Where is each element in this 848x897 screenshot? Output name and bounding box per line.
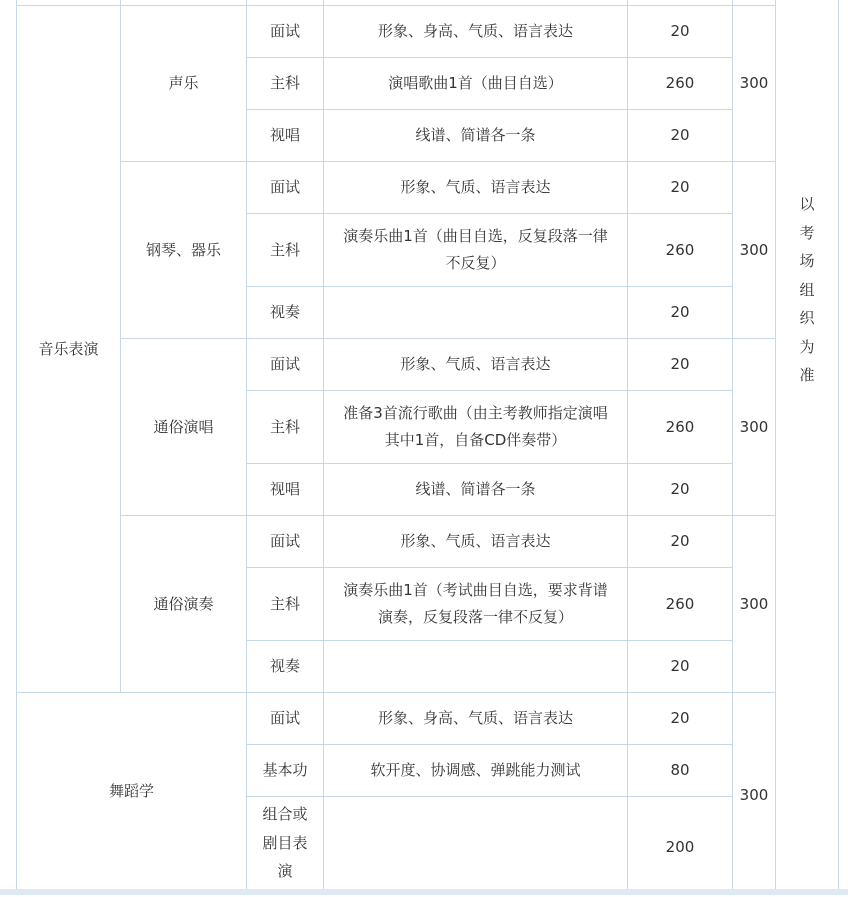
content-line: 演奏乐曲1首（曲目自选，反复段落一律: [343, 227, 608, 245]
score-cell: 80: [670, 761, 690, 779]
content-cell: 演唱歌曲1首（曲目自选）: [388, 74, 563, 92]
score-cell: 20: [670, 355, 690, 373]
content-cell: 形象、身高、气质、语言表达: [377, 709, 573, 727]
subject-line: 组合或: [262, 805, 308, 824]
score-cell: 260: [665, 594, 695, 613]
content-line: 演奏乐曲1首（考试曲目自选，要求背谱: [343, 581, 608, 599]
content-cell: 形象、气质、语言表达: [400, 355, 551, 373]
subject-cell: 主科: [269, 594, 300, 613]
subject-cell: 视奏: [269, 657, 300, 675]
score-cell: 20: [670, 178, 690, 196]
exam-note-char: 织: [799, 309, 815, 328]
score-cell: 260: [665, 240, 695, 259]
content-cell: 软开度、协调感、弹跳能力测试: [370, 761, 581, 779]
score-cell: 20: [670, 22, 690, 40]
total-cell: 300: [739, 417, 769, 436]
subject-cell: 视唱: [269, 126, 300, 144]
subject-cell: 面试: [269, 22, 300, 40]
total-cell: 300: [739, 74, 769, 92]
direction-cell-pop-vocal: 通俗演唱: [153, 417, 214, 436]
total-cell: 300: [739, 785, 769, 804]
content-cell: [324, 568, 627, 640]
subject-cell: 主科: [269, 74, 300, 92]
content-line: 准备3首流行歌曲（由主考教师指定演唱: [343, 404, 608, 422]
total-cell: 300: [739, 594, 769, 613]
content-cell: [324, 287, 627, 338]
content-cell: [324, 391, 627, 463]
exam-note-char: 场: [799, 252, 815, 271]
major-cell-dance: 舞蹈学: [108, 781, 154, 800]
direction-cell-pop-instrument: 通俗演奏: [153, 594, 214, 613]
exam-note-char: 组: [799, 280, 815, 299]
subject-cell: 主科: [269, 240, 300, 259]
grid-line: [775, 0, 776, 895]
subject-cell: 面试: [269, 532, 300, 550]
subject-cell: 主科: [269, 417, 300, 436]
content-cell: 线谱、简谱各一条: [415, 126, 536, 144]
total-cell: 300: [739, 240, 769, 259]
subject-cell: 面试: [269, 178, 300, 196]
grid-line: [838, 0, 839, 895]
score-cell: 20: [670, 480, 690, 498]
score-cell: 20: [670, 657, 690, 675]
content-cell: 形象、气质、语言表达: [400, 178, 551, 196]
content-cell: [324, 797, 627, 889]
subject-cell: 视唱: [269, 480, 300, 498]
score-cell: 260: [665, 417, 695, 436]
subject-cell: 基本功: [262, 761, 308, 779]
major-cell-music: 音乐表演: [38, 339, 99, 358]
score-cell: 20: [670, 532, 690, 550]
content-cell: 线谱、简谱各一条: [415, 480, 536, 498]
direction-cell-piano: 钢琴、器乐: [145, 240, 221, 259]
exam-note-char: 考: [799, 223, 815, 242]
score-cell: 20: [670, 126, 690, 144]
content-line: 演奏，反复段落一律不反复）: [377, 608, 573, 626]
content-cell: [324, 214, 627, 286]
content-line: 不反复）: [445, 254, 506, 272]
subject-line: 剧目表: [262, 833, 308, 852]
exam-note-char: 为: [799, 337, 815, 356]
score-cell: 20: [670, 709, 690, 727]
exam-note: [776, 190, 838, 390]
subject-cell: [247, 797, 323, 889]
score-cell: 200: [665, 837, 695, 856]
horizontal-scrollbar-track[interactable]: [0, 889, 848, 895]
score-cell: 260: [665, 74, 695, 92]
content-cell: 形象、气质、语言表达: [400, 532, 551, 550]
exam-note-char: 以: [799, 195, 815, 214]
content-line: 其中1首，自备CD伴奏带）: [384, 431, 567, 449]
content-cell: 形象、身高、气质、语言表达: [377, 22, 573, 40]
score-cell: 20: [670, 303, 690, 321]
subject-line: 演: [277, 862, 293, 881]
content-cell: [324, 641, 627, 692]
exam-note-char: 准: [799, 366, 815, 385]
direction-cell-vocal: 声乐: [168, 74, 199, 92]
subject-cell: 面试: [269, 709, 300, 727]
subject-cell: 面试: [269, 355, 300, 373]
subject-cell: 视奏: [269, 303, 300, 321]
